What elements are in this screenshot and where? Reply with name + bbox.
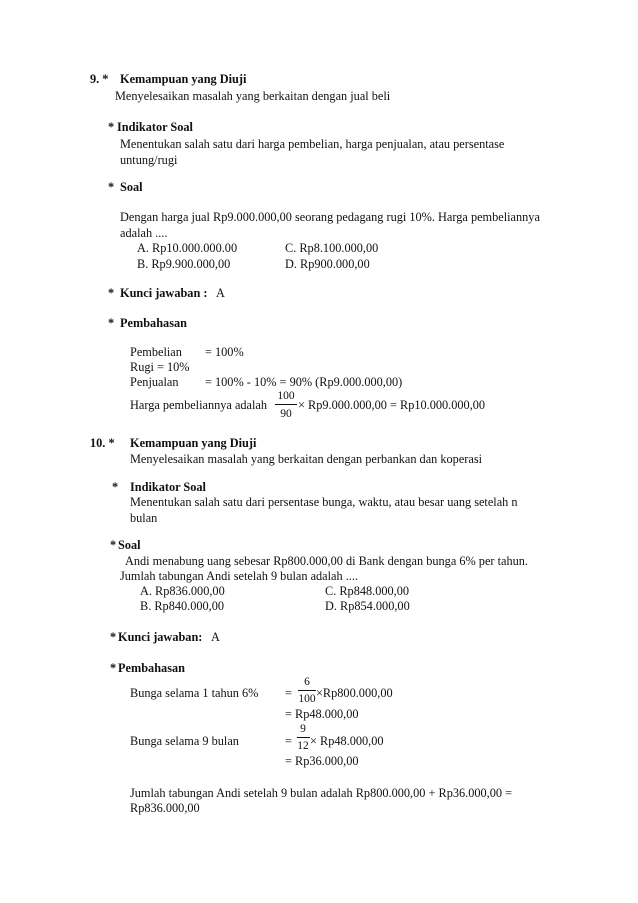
- q10-kunci-label: Kunci jawaban:: [118, 630, 203, 644]
- q9-harga-result: × Rp9.000.000,00 = Rp10.000.000,00: [298, 398, 486, 412]
- q10-kemampuan-text: Menyelesaikan masalah yang berkaitan dengan perbankan dan koperasi: [130, 452, 483, 466]
- q9-indikator-star: *: [108, 120, 115, 134]
- q9-fraction-denominator: 90: [280, 408, 292, 420]
- q9-soal-label: Soal: [120, 180, 143, 194]
- q10-jumlah-line2: Rp836.000,00: [130, 801, 200, 815]
- q10-option-c: C. Rp848.000,00: [325, 584, 410, 598]
- q10-bunga1-label: Bunga selama 1 tahun 6%: [130, 686, 259, 700]
- q10-frac2-denominator: 12: [297, 740, 309, 752]
- q9-option-d: D. Rp900.000,00: [285, 257, 370, 271]
- q9-kunci-label: Kunci jawaban :: [120, 286, 208, 300]
- q9-penjualan-label: Penjualan: [130, 375, 179, 389]
- q9-soal-line2: adalah ....: [120, 226, 168, 240]
- q10-indikator-label: Indikator Soal: [130, 480, 206, 494]
- q10-equals-2: =: [285, 734, 292, 748]
- q9-fraction-bar: [275, 404, 297, 405]
- q10-bunga9-label: Bunga selama 9 bulan: [130, 734, 239, 748]
- q9-penjualan-value: = 100% - 10% = 90% (Rp9.000.000,00): [205, 375, 403, 389]
- q10-option-b: B. Rp840.000,00: [140, 599, 225, 613]
- q10-frac2-bar: [297, 737, 310, 738]
- q10-indikator-line2: bulan: [130, 511, 158, 525]
- q10-bunga9-result: = Rp36.000,00: [285, 754, 359, 768]
- q9-indikator-line1: Menentukan salah satu dari harga pembelian, harga penjualan, atau persentase: [120, 137, 505, 151]
- q10-bunga1-result: = Rp48.000,00: [285, 707, 359, 721]
- q9-pembelian-label: Pembelian: [130, 345, 182, 359]
- q10-frac1-numerator: 6: [304, 676, 310, 688]
- q9-kemampuan-label: Kemampuan yang Diuji: [120, 72, 247, 86]
- q10-indikator-line1: Menentukan salah satu dari persentase bunga, waktu, atau besar uang setelah n: [130, 495, 518, 509]
- q9-soal-star: *: [108, 180, 115, 194]
- q10-soal-star: *: [110, 538, 117, 552]
- q10-bunga9-tail: × Rp48.000,00: [310, 734, 384, 748]
- q10-number: 10. *: [90, 436, 115, 450]
- q10-soal-line2: Jumlah tabungan Andi setelah 9 bulan adalah ....: [120, 569, 359, 583]
- q9-pembahasan-star: *: [108, 316, 115, 330]
- q9-option-a: A. Rp10.000.000.00: [137, 241, 238, 255]
- q10-pembahasan-label: Pembahasan: [118, 661, 185, 675]
- q9-number: 9. *: [90, 72, 109, 86]
- q10-kunci-star: *: [110, 630, 117, 644]
- q9-kunci-value: A: [216, 286, 225, 300]
- q10-soal-label: Soal: [118, 538, 141, 552]
- q10-frac1-denominator: 100: [298, 693, 316, 705]
- q9-rugi-line: Rugi = 10%: [130, 360, 190, 374]
- q10-jumlah-line1: Jumlah tabungan Andi setelah 9 bulan adalah Rp800.000,00 + Rp36.000,00 =: [130, 786, 513, 800]
- q9-option-b: B. Rp9.900.000,00: [137, 257, 231, 271]
- q9-kemampuan-text: Menyelesaikan masalah yang berkaitan dengan jual beli: [115, 89, 391, 103]
- q9-option-c: C. Rp8.100.000,00: [285, 241, 379, 255]
- q10-equals-1: =: [285, 686, 292, 700]
- q10-kemampuan-label: Kemampuan yang Diuji: [130, 436, 257, 450]
- q9-pembahasan-label: Pembahasan: [120, 316, 187, 330]
- q10-frac1-bar: [298, 690, 316, 691]
- q10-option-d: D. Rp854.000,00: [325, 599, 410, 613]
- q10-kunci-value: A: [211, 630, 220, 644]
- q10-bunga1-tail: ×Rp800.000,00: [316, 686, 393, 700]
- q9-harga-label: Harga pembeliannya adalah: [130, 398, 268, 412]
- q10-soal-line1: Andi menabung uang sebesar Rp800.000,00 di Bank dengan bunga 6% per tahun.: [125, 554, 528, 568]
- q10-option-a: A. Rp836.000,00: [140, 584, 225, 598]
- q10-indikator-star: *: [112, 480, 119, 494]
- q10-frac2-numerator: 9: [300, 723, 306, 735]
- q10-pembahasan-star: *: [110, 661, 117, 675]
- q9-soal-line1: Dengan harga jual Rp9.000.000,00 seorang pedagang rugi 10%. Harga pembeliannya: [120, 210, 540, 224]
- q9-indikator-line2: untung/rugi: [120, 153, 178, 167]
- q9-fraction-numerator: 100: [277, 390, 295, 402]
- q9-indikator-label: Indikator Soal: [117, 120, 193, 134]
- q9-pembelian-value: = 100%: [205, 345, 244, 359]
- q9-kunci-star: *: [108, 286, 115, 300]
